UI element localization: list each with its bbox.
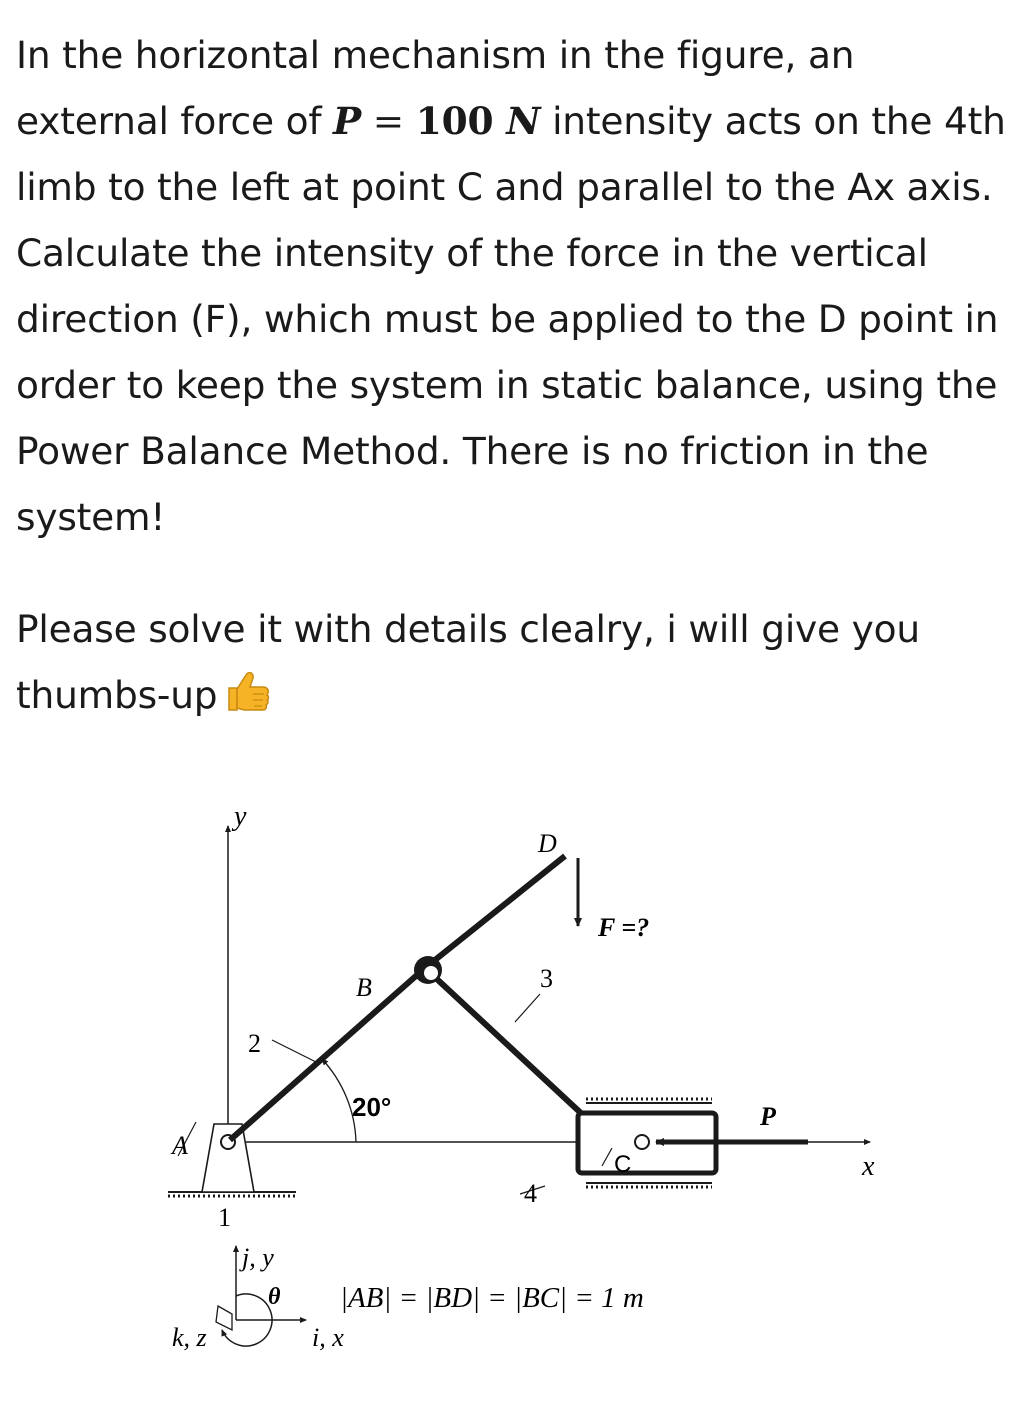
force-f-label: F =? [598, 913, 650, 942]
lengths-note: |AB| = |BD| = |BC| = 1 m [340, 1282, 644, 1314]
thumbs-up-icon [223, 668, 271, 734]
y-axis [228, 801, 247, 1142]
angle-20 [322, 1059, 391, 1142]
question-paragraph [16, 22, 1011, 550]
link-2 [230, 968, 425, 1140]
p-value: 100 [415, 99, 494, 143]
angle-label: 20° [352, 1092, 392, 1122]
point-d-label: D [538, 829, 557, 858]
coordinate-triad [172, 1243, 344, 1352]
link-2-label: 2 [248, 1029, 261, 1058]
question-part-2: intensity acts on the 4th limb to the left at point C and parallel to the Ax axis. Calculate the intensity of the force in the vertical direction (F), which must be applied to the D point in order to keep the system in static balance, using the Power Balance Method. There is no friction in the system! [16, 99, 1006, 539]
point-a-label: A [172, 1131, 188, 1160]
triad-k-label: k, z [172, 1323, 207, 1352]
link-3 [425, 829, 612, 1142]
force-p-expression [333, 99, 540, 143]
y-axis-label: y [234, 801, 247, 832]
request-sentence: Please solve it with details clealry, i will give you thumbs-up [16, 607, 920, 717]
x-axis [228, 1142, 875, 1182]
request-paragraph [16, 596, 1011, 734]
link-3-label: 3 [540, 964, 553, 993]
force-f-arrow [578, 858, 649, 942]
point-b-label: B [356, 973, 372, 1002]
joint-b [414, 956, 442, 984]
question-text [16, 22, 1011, 550]
link-4-label: 4 [524, 1179, 537, 1208]
triad-i-label: i, x [312, 1323, 344, 1352]
link-1-label: 1 [218, 1203, 231, 1232]
question-part-1: In the horizontal mechanism in the figure, an external force of [16, 33, 855, 143]
force-p-label: P [760, 1102, 776, 1131]
request-text [16, 596, 1011, 734]
triad-theta-label: θ [268, 1284, 281, 1310]
slider-c [520, 1099, 716, 1208]
x-axis-label: x [862, 1151, 875, 1182]
p-symbol: P [333, 99, 362, 143]
triad-j-label: j, y [242, 1243, 274, 1272]
p-unit: N [506, 99, 541, 143]
point-c-label: C [614, 1151, 632, 1178]
mechanism-diagram [0, 780, 1019, 1380]
mechanism-figure [0, 780, 1019, 1384]
p-equals: = [361, 99, 416, 143]
